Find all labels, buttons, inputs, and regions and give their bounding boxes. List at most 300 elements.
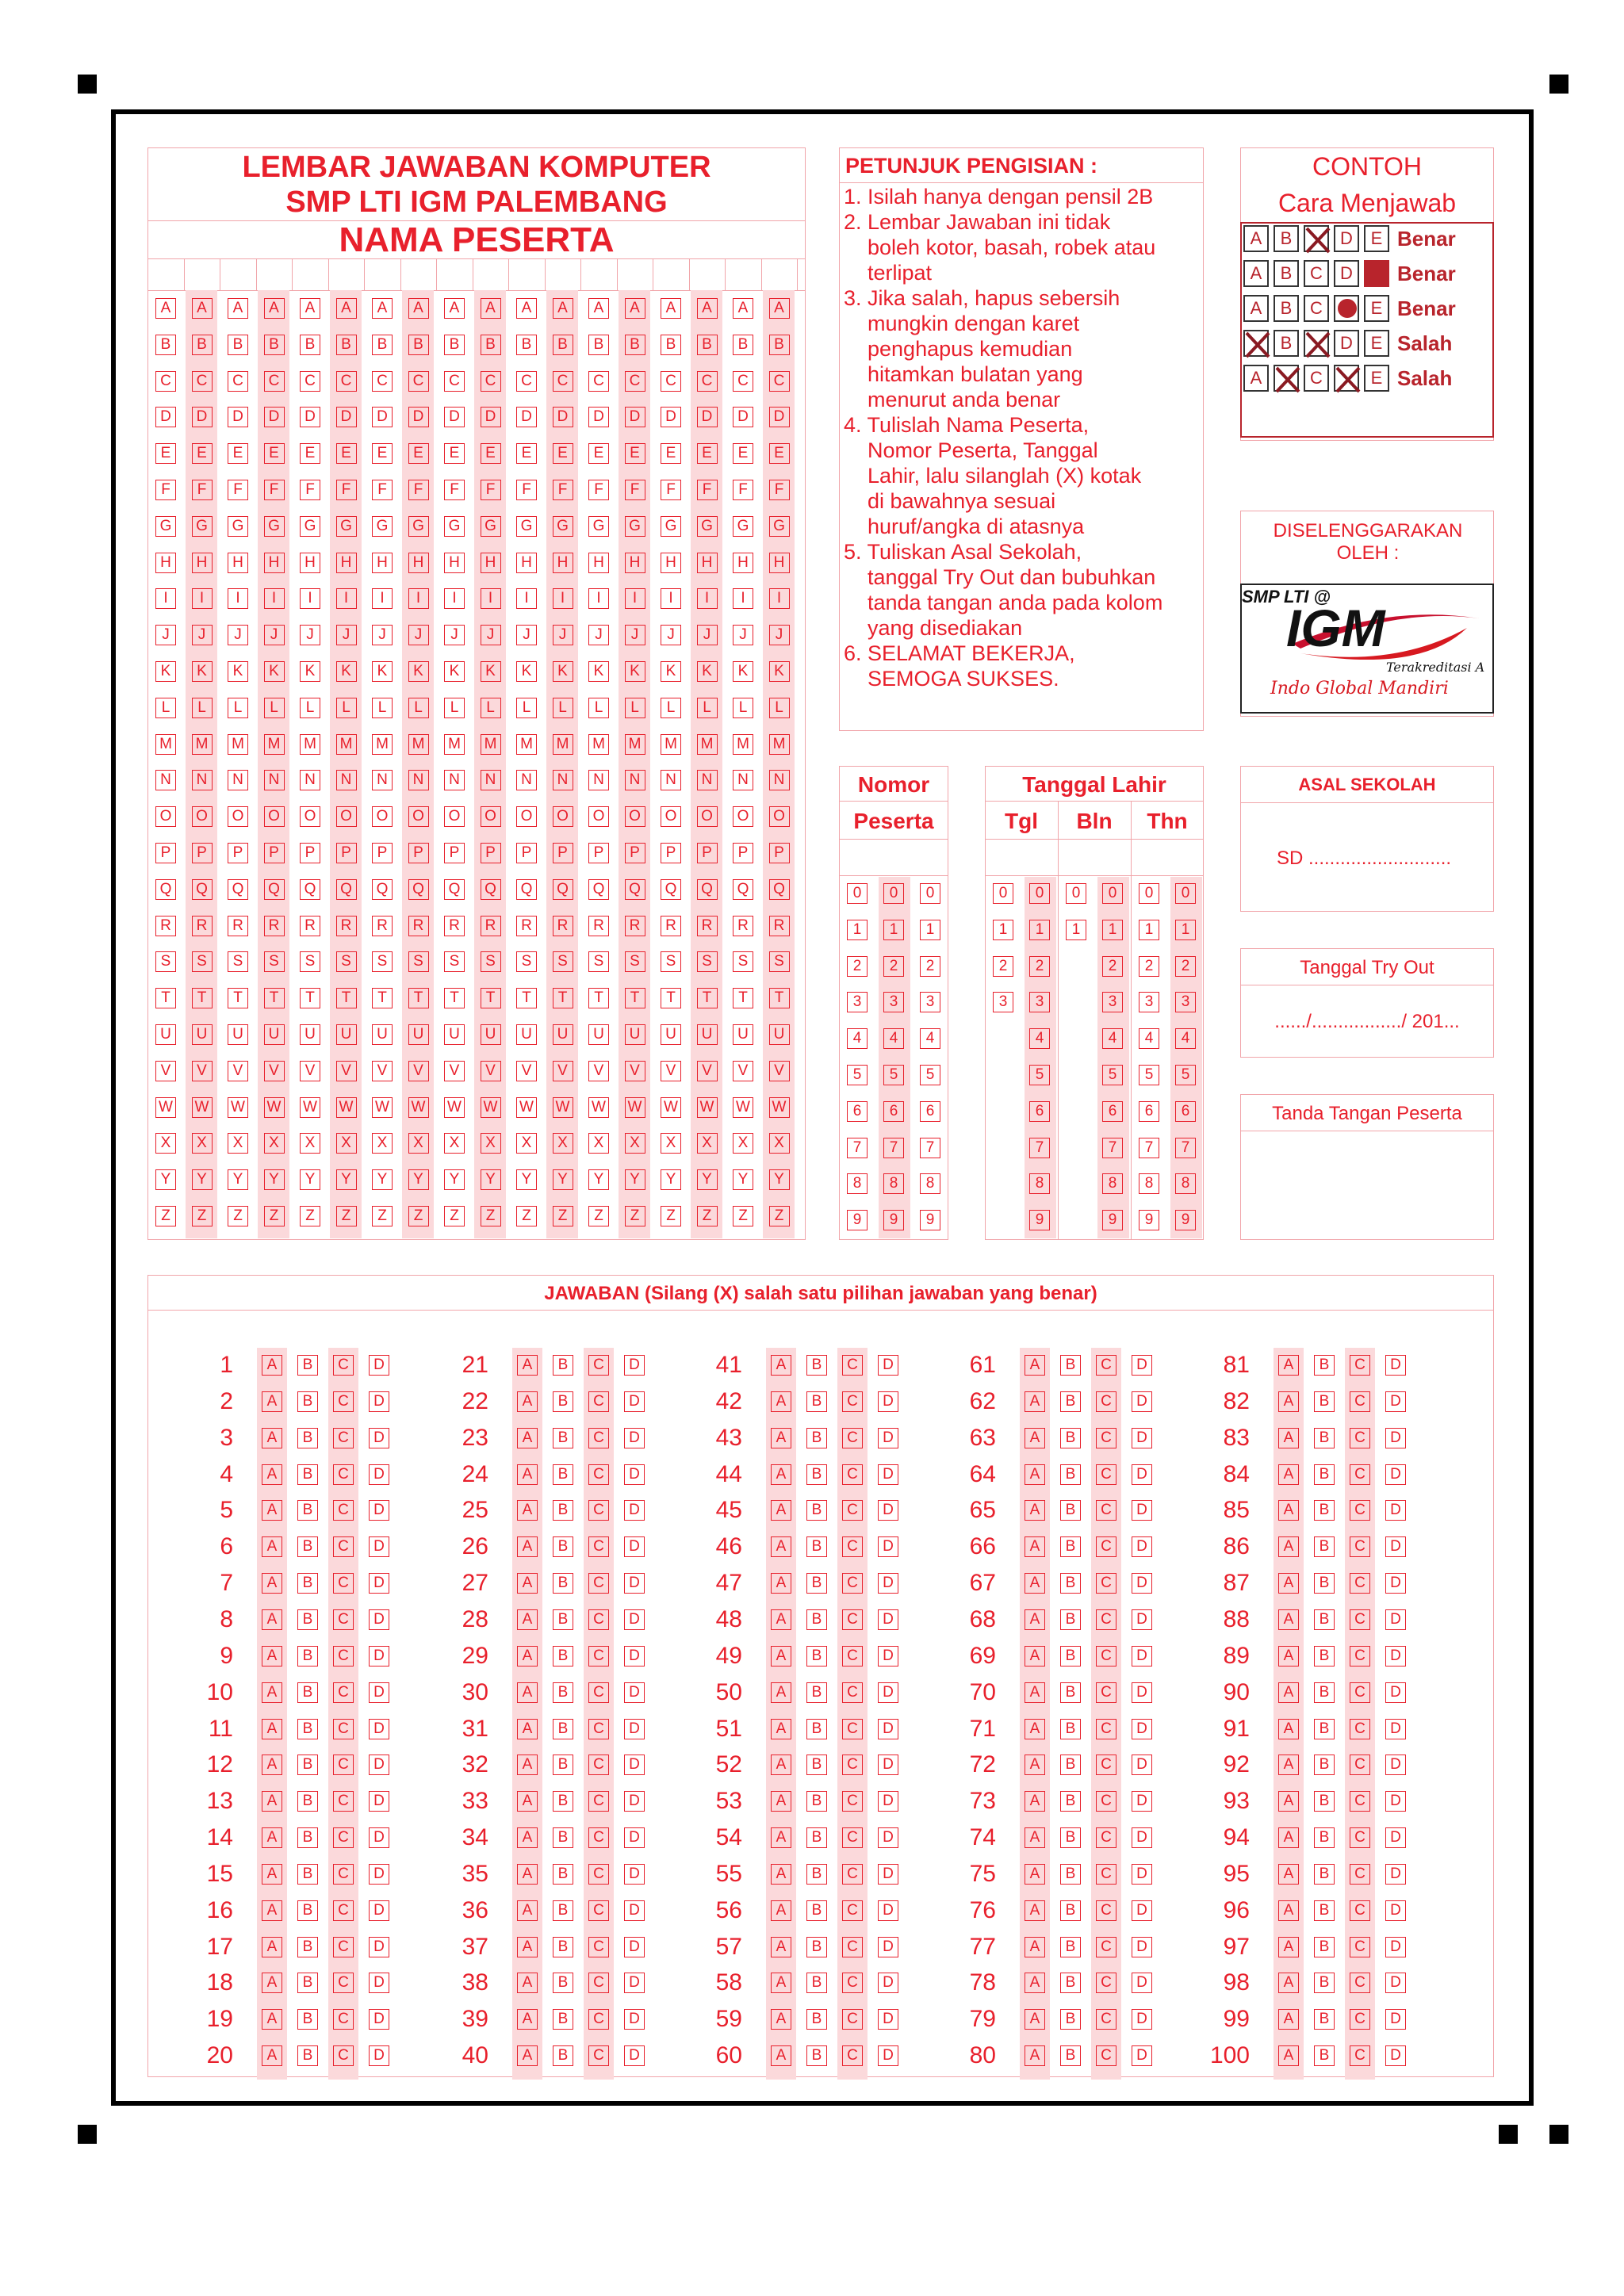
- name-bubble-c[interactable]: C: [625, 371, 645, 392]
- name-bubble-i[interactable]: I: [372, 588, 393, 609]
- answer-bubble-d[interactable]: D: [369, 1500, 389, 1521]
- name-bubble-x[interactable]: X: [697, 1133, 718, 1154]
- name-bubble-d[interactable]: D: [300, 407, 320, 427]
- answer-bubble-c[interactable]: C: [842, 1864, 863, 1885]
- name-bubble-z[interactable]: Z: [553, 1206, 573, 1226]
- answer-bubble-b[interactable]: B: [1060, 1609, 1081, 1630]
- name-bubble-j[interactable]: J: [733, 625, 753, 645]
- answer-bubble-a[interactable]: A: [771, 1391, 791, 1412]
- name-bubble-b[interactable]: B: [155, 335, 176, 355]
- answer-bubble-a[interactable]: A: [1025, 1900, 1045, 1921]
- name-bubble-e[interactable]: E: [155, 443, 176, 464]
- name-bubble-q[interactable]: Q: [481, 879, 501, 900]
- name-bubble-x[interactable]: X: [408, 1133, 429, 1154]
- name-bubble-a[interactable]: A: [264, 298, 285, 319]
- name-bubble-k[interactable]: K: [155, 661, 176, 682]
- answer-bubble-b[interactable]: B: [806, 1900, 827, 1921]
- answer-bubble-a[interactable]: A: [262, 1755, 282, 1775]
- birth-bubble-3[interactable]: 3: [1175, 992, 1196, 1012]
- name-bubble-z[interactable]: Z: [697, 1206, 718, 1226]
- answer-bubble-b[interactable]: B: [1060, 1827, 1081, 1848]
- name-bubble-n[interactable]: N: [300, 770, 320, 790]
- answer-bubble-c[interactable]: C: [333, 1609, 354, 1630]
- answer-bubble-d[interactable]: D: [1385, 1719, 1406, 1739]
- name-bubble-t[interactable]: T: [697, 988, 718, 1008]
- name-bubble-m[interactable]: M: [553, 734, 573, 755]
- name-bubble-f[interactable]: F: [192, 480, 213, 500]
- answer-bubble-c[interactable]: C: [1096, 1573, 1116, 1594]
- answer-bubble-a[interactable]: A: [1278, 1428, 1299, 1448]
- answer-bubble-b[interactable]: B: [297, 2045, 318, 2066]
- birth-bubble-9[interactable]: 9: [1029, 1210, 1050, 1230]
- name-bubble-b[interactable]: B: [336, 335, 357, 355]
- answer-bubble-c[interactable]: C: [1096, 1355, 1116, 1376]
- name-bubble-o[interactable]: O: [372, 806, 393, 827]
- name-bubble-b[interactable]: B: [444, 335, 465, 355]
- name-bubble-v[interactable]: V: [697, 1061, 718, 1081]
- answer-bubble-c[interactable]: C: [588, 1391, 609, 1412]
- answer-bubble-b[interactable]: B: [1060, 1500, 1081, 1521]
- name-bubble-l[interactable]: L: [481, 698, 501, 718]
- answer-bubble-d[interactable]: D: [369, 1355, 389, 1376]
- answer-bubble-c[interactable]: C: [842, 1355, 863, 1376]
- name-writein-cell[interactable]: [551, 258, 584, 290]
- answer-bubble-a[interactable]: A: [517, 2009, 538, 2030]
- answer-bubble-d[interactable]: D: [624, 1646, 645, 1667]
- answer-bubble-d[interactable]: D: [369, 1646, 389, 1667]
- nomor-bubble-3[interactable]: 3: [847, 992, 868, 1012]
- answer-bubble-b[interactable]: B: [806, 1864, 827, 1885]
- name-bubble-v[interactable]: V: [516, 1061, 537, 1081]
- name-bubble-o[interactable]: O: [733, 806, 753, 827]
- birth-bubble-5[interactable]: 5: [1102, 1065, 1123, 1085]
- answer-bubble-b[interactable]: B: [1060, 1791, 1081, 1812]
- name-bubble-u[interactable]: U: [444, 1024, 465, 1045]
- name-bubble-o[interactable]: O: [588, 806, 609, 827]
- name-bubble-e[interactable]: E: [661, 443, 681, 464]
- answer-bubble-b[interactable]: B: [806, 1391, 827, 1412]
- answer-bubble-b[interactable]: B: [1314, 1755, 1335, 1775]
- answer-bubble-b[interactable]: B: [806, 1428, 827, 1448]
- name-bubble-k[interactable]: K: [625, 661, 645, 682]
- answer-bubble-a[interactable]: A: [1025, 1464, 1045, 1485]
- answer-bubble-d[interactable]: D: [1132, 1536, 1152, 1557]
- answer-bubble-d[interactable]: D: [1132, 1719, 1152, 1739]
- answer-bubble-b[interactable]: B: [297, 1755, 318, 1775]
- answer-bubble-a[interactable]: A: [517, 1609, 538, 1630]
- answer-bubble-a[interactable]: A: [262, 2009, 282, 2030]
- birth-bubble-5[interactable]: 5: [1029, 1065, 1050, 1085]
- name-bubble-z[interactable]: Z: [336, 1206, 357, 1226]
- name-bubble-g[interactable]: G: [408, 516, 429, 537]
- name-bubble-d[interactable]: D: [588, 407, 609, 427]
- answer-bubble-a[interactable]: A: [1025, 1682, 1045, 1703]
- answer-bubble-b[interactable]: B: [553, 1973, 573, 1993]
- answer-bubble-c[interactable]: C: [333, 1973, 354, 1993]
- name-bubble-q[interactable]: Q: [228, 879, 248, 900]
- name-bubble-c[interactable]: C: [444, 371, 465, 392]
- answer-bubble-d[interactable]: D: [1385, 1609, 1406, 1630]
- name-bubble-w[interactable]: W: [733, 1097, 753, 1118]
- name-bubble-l[interactable]: L: [372, 698, 393, 718]
- name-writein-cell[interactable]: [768, 258, 801, 290]
- answer-bubble-d[interactable]: D: [1385, 1355, 1406, 1376]
- name-bubble-t[interactable]: T: [192, 988, 213, 1008]
- name-bubble-g[interactable]: G: [192, 516, 213, 537]
- answer-bubble-a[interactable]: A: [517, 1682, 538, 1703]
- name-bubble-i[interactable]: I: [697, 588, 718, 609]
- name-bubble-d[interactable]: D: [192, 407, 213, 427]
- answer-bubble-b[interactable]: B: [1060, 1464, 1081, 1485]
- birth-bubble-7[interactable]: 7: [1175, 1138, 1196, 1158]
- name-writein-cell[interactable]: [370, 258, 404, 290]
- nomor-bubble-9[interactable]: 9: [920, 1210, 940, 1230]
- name-bubble-w[interactable]: W: [372, 1097, 393, 1118]
- name-bubble-v[interactable]: V: [553, 1061, 573, 1081]
- name-bubble-b[interactable]: B: [697, 335, 718, 355]
- nomor-bubble-7[interactable]: 7: [883, 1138, 904, 1158]
- answer-bubble-a[interactable]: A: [1025, 1391, 1045, 1412]
- name-bubble-g[interactable]: G: [733, 516, 753, 537]
- name-bubble-a[interactable]: A: [481, 298, 501, 319]
- answer-bubble-b[interactable]: B: [806, 1536, 827, 1557]
- answer-bubble-a[interactable]: A: [1025, 1755, 1045, 1775]
- name-bubble-g[interactable]: G: [481, 516, 501, 537]
- name-bubble-b[interactable]: B: [769, 335, 790, 355]
- name-bubble-t[interactable]: T: [769, 988, 790, 1008]
- name-bubble-h[interactable]: H: [155, 553, 176, 573]
- name-bubble-a[interactable]: A: [769, 298, 790, 319]
- name-bubble-o[interactable]: O: [661, 806, 681, 827]
- answer-bubble-a[interactable]: A: [262, 1391, 282, 1412]
- answer-bubble-a[interactable]: A: [771, 1900, 791, 1921]
- name-bubble-m[interactable]: M: [769, 734, 790, 755]
- answer-bubble-b[interactable]: B: [806, 1719, 827, 1739]
- name-bubble-d[interactable]: D: [697, 407, 718, 427]
- name-bubble-n[interactable]: N: [588, 770, 609, 790]
- nomor-bubble-4[interactable]: 4: [847, 1028, 868, 1049]
- answer-bubble-c[interactable]: C: [588, 1464, 609, 1485]
- name-bubble-f[interactable]: F: [336, 480, 357, 500]
- answer-bubble-c[interactable]: C: [842, 1973, 863, 1993]
- answer-bubble-b[interactable]: B: [1060, 2009, 1081, 2030]
- answer-bubble-c[interactable]: C: [1096, 1391, 1116, 1412]
- answer-bubble-b[interactable]: B: [297, 1428, 318, 1448]
- answer-bubble-c[interactable]: C: [1096, 1827, 1116, 1848]
- answer-bubble-b[interactable]: B: [1314, 1536, 1335, 1557]
- name-bubble-p[interactable]: P: [588, 843, 609, 863]
- answer-bubble-d[interactable]: D: [1385, 1973, 1406, 1993]
- name-bubble-k[interactable]: K: [300, 661, 320, 682]
- answer-bubble-d[interactable]: D: [624, 1536, 645, 1557]
- answer-bubble-b[interactable]: B: [1314, 2009, 1335, 2030]
- name-bubble-h[interactable]: H: [228, 553, 248, 573]
- name-bubble-n[interactable]: N: [661, 770, 681, 790]
- name-bubble-d[interactable]: D: [372, 407, 393, 427]
- name-bubble-w[interactable]: W: [697, 1097, 718, 1118]
- name-bubble-l[interactable]: L: [697, 698, 718, 718]
- name-bubble-t[interactable]: T: [625, 988, 645, 1008]
- name-bubble-h[interactable]: H: [661, 553, 681, 573]
- answer-bubble-a[interactable]: A: [1278, 1864, 1299, 1885]
- answer-bubble-b[interactable]: B: [806, 1827, 827, 1848]
- birth-bubble-6[interactable]: 6: [1175, 1101, 1196, 1122]
- answer-bubble-d[interactable]: D: [1132, 2009, 1152, 2030]
- answer-bubble-d[interactable]: D: [369, 1719, 389, 1739]
- answer-bubble-d[interactable]: D: [624, 1827, 645, 1848]
- name-bubble-g[interactable]: G: [300, 516, 320, 537]
- answer-bubble-b[interactable]: B: [1314, 1719, 1335, 1739]
- name-bubble-c[interactable]: C: [155, 371, 176, 392]
- name-bubble-n[interactable]: N: [769, 770, 790, 790]
- name-bubble-t[interactable]: T: [372, 988, 393, 1008]
- name-bubble-c[interactable]: C: [516, 371, 537, 392]
- answer-bubble-c[interactable]: C: [1350, 1646, 1370, 1667]
- answer-bubble-b[interactable]: B: [553, 1937, 573, 1957]
- answer-bubble-c[interactable]: C: [333, 1827, 354, 1848]
- name-bubble-r[interactable]: R: [408, 916, 429, 936]
- answer-bubble-d[interactable]: D: [1132, 1973, 1152, 1993]
- name-bubble-i[interactable]: I: [155, 588, 176, 609]
- answer-bubble-d[interactable]: D: [878, 1536, 898, 1557]
- name-bubble-t[interactable]: T: [553, 988, 573, 1008]
- answer-bubble-b[interactable]: B: [806, 2009, 827, 2030]
- answer-bubble-a[interactable]: A: [517, 1791, 538, 1812]
- name-bubble-e[interactable]: E: [553, 443, 573, 464]
- answer-bubble-c[interactable]: C: [333, 1937, 354, 1957]
- name-bubble-z[interactable]: Z: [444, 1206, 465, 1226]
- name-bubble-i[interactable]: I: [444, 588, 465, 609]
- answer-bubble-a[interactable]: A: [771, 1609, 791, 1630]
- answer-bubble-a[interactable]: A: [771, 1791, 791, 1812]
- answer-bubble-b[interactable]: B: [1060, 1646, 1081, 1667]
- name-bubble-j[interactable]: J: [300, 625, 320, 645]
- answer-bubble-d[interactable]: D: [624, 1937, 645, 1957]
- answer-bubble-a[interactable]: A: [517, 1391, 538, 1412]
- name-bubble-p[interactable]: P: [408, 843, 429, 863]
- answer-bubble-b[interactable]: B: [297, 1791, 318, 1812]
- name-bubble-j[interactable]: J: [336, 625, 357, 645]
- answer-bubble-d[interactable]: D: [878, 1937, 898, 1957]
- name-bubble-k[interactable]: K: [408, 661, 429, 682]
- name-bubble-p[interactable]: P: [625, 843, 645, 863]
- name-bubble-w[interactable]: W: [336, 1097, 357, 1118]
- name-bubble-k[interactable]: K: [661, 661, 681, 682]
- answer-bubble-b[interactable]: B: [1060, 1682, 1081, 1703]
- answer-bubble-d[interactable]: D: [1132, 1500, 1152, 1521]
- birth-bubble-3[interactable]: 3: [1139, 992, 1159, 1012]
- answer-bubble-b[interactable]: B: [553, 1573, 573, 1594]
- name-bubble-g[interactable]: G: [625, 516, 645, 537]
- answer-bubble-d[interactable]: D: [369, 2009, 389, 2030]
- answer-bubble-a[interactable]: A: [771, 1646, 791, 1667]
- answer-bubble-d[interactable]: D: [1385, 2045, 1406, 2066]
- answer-bubble-d[interactable]: D: [1132, 1937, 1152, 1957]
- name-bubble-p[interactable]: P: [481, 843, 501, 863]
- answer-bubble-d[interactable]: D: [369, 1391, 389, 1412]
- answer-bubble-b[interactable]: B: [1314, 1937, 1335, 1957]
- name-bubble-w[interactable]: W: [300, 1097, 320, 1118]
- answer-bubble-a[interactable]: A: [1025, 1646, 1045, 1667]
- name-bubble-w[interactable]: W: [264, 1097, 285, 1118]
- name-bubble-k[interactable]: K: [372, 661, 393, 682]
- name-bubble-s[interactable]: S: [155, 951, 176, 972]
- name-bubble-g[interactable]: G: [444, 516, 465, 537]
- name-bubble-i[interactable]: I: [264, 588, 285, 609]
- answer-bubble-b[interactable]: B: [553, 1536, 573, 1557]
- name-bubble-b[interactable]: B: [192, 335, 213, 355]
- name-bubble-s[interactable]: S: [228, 951, 248, 972]
- name-bubble-u[interactable]: U: [733, 1024, 753, 1045]
- name-bubble-i[interactable]: I: [769, 588, 790, 609]
- name-bubble-z[interactable]: Z: [769, 1206, 790, 1226]
- answer-bubble-c[interactable]: C: [1096, 1755, 1116, 1775]
- name-bubble-u[interactable]: U: [625, 1024, 645, 1045]
- name-bubble-n[interactable]: N: [192, 770, 213, 790]
- nomor-writein-cell[interactable]: [915, 840, 947, 874]
- name-bubble-m[interactable]: M: [372, 734, 393, 755]
- name-bubble-w[interactable]: W: [553, 1097, 573, 1118]
- name-bubble-y[interactable]: Y: [516, 1169, 537, 1190]
- name-bubble-k[interactable]: K: [336, 661, 357, 682]
- name-bubble-k[interactable]: K: [481, 661, 501, 682]
- name-bubble-u[interactable]: U: [516, 1024, 537, 1045]
- name-bubble-j[interactable]: J: [588, 625, 609, 645]
- name-bubble-a[interactable]: A: [372, 298, 393, 319]
- answer-bubble-c[interactable]: C: [588, 1900, 609, 1921]
- name-bubble-h[interactable]: H: [588, 553, 609, 573]
- name-bubble-y[interactable]: Y: [769, 1169, 790, 1190]
- name-bubble-m[interactable]: M: [192, 734, 213, 755]
- name-bubble-h[interactable]: H: [769, 553, 790, 573]
- answer-bubble-d[interactable]: D: [1385, 1900, 1406, 1921]
- name-bubble-a[interactable]: A: [733, 298, 753, 319]
- name-bubble-i[interactable]: I: [408, 588, 429, 609]
- answer-bubble-b[interactable]: B: [1314, 1391, 1335, 1412]
- answer-bubble-b[interactable]: B: [297, 1464, 318, 1485]
- answer-bubble-c[interactable]: C: [1350, 1827, 1370, 1848]
- name-bubble-v[interactable]: V: [372, 1061, 393, 1081]
- name-bubble-c[interactable]: C: [336, 371, 357, 392]
- name-bubble-p[interactable]: P: [553, 843, 573, 863]
- tryout-date-field[interactable]: ....../................./ 201...: [1274, 1011, 1460, 1032]
- name-bubble-a[interactable]: A: [336, 298, 357, 319]
- answer-bubble-d[interactable]: D: [1385, 1937, 1406, 1957]
- name-bubble-y[interactable]: Y: [336, 1169, 357, 1190]
- name-bubble-n[interactable]: N: [481, 770, 501, 790]
- answer-bubble-a[interactable]: A: [517, 1573, 538, 1594]
- name-writein-cell[interactable]: [226, 258, 259, 290]
- answer-bubble-c[interactable]: C: [1096, 1864, 1116, 1885]
- answer-bubble-c[interactable]: C: [588, 1355, 609, 1376]
- birth-bubble-3[interactable]: 3: [1102, 992, 1123, 1012]
- answer-bubble-c[interactable]: C: [1096, 1536, 1116, 1557]
- birth-bubble-6[interactable]: 6: [1139, 1101, 1159, 1122]
- answer-bubble-d[interactable]: D: [878, 1500, 898, 1521]
- name-bubble-z[interactable]: Z: [625, 1206, 645, 1226]
- name-bubble-u[interactable]: U: [336, 1024, 357, 1045]
- answer-bubble-c[interactable]: C: [333, 1428, 354, 1448]
- answer-bubble-b[interactable]: B: [297, 1355, 318, 1376]
- name-bubble-u[interactable]: U: [264, 1024, 285, 1045]
- answer-bubble-d[interactable]: D: [369, 1973, 389, 1993]
- name-bubble-f[interactable]: F: [553, 480, 573, 500]
- answer-bubble-a[interactable]: A: [517, 1428, 538, 1448]
- name-bubble-j[interactable]: J: [408, 625, 429, 645]
- answer-bubble-c[interactable]: C: [588, 1500, 609, 1521]
- name-bubble-l[interactable]: L: [661, 698, 681, 718]
- name-bubble-l[interactable]: L: [264, 698, 285, 718]
- name-bubble-s[interactable]: S: [625, 951, 645, 972]
- answer-bubble-b[interactable]: B: [806, 1937, 827, 1957]
- name-bubble-k[interactable]: K: [444, 661, 465, 682]
- answer-bubble-d[interactable]: D: [1132, 1609, 1152, 1630]
- answer-bubble-b[interactable]: B: [297, 2009, 318, 2030]
- birth-writein-cell[interactable]: [1061, 840, 1093, 874]
- answer-bubble-b[interactable]: B: [1314, 1791, 1335, 1812]
- name-bubble-k[interactable]: K: [733, 661, 753, 682]
- answer-bubble-d[interactable]: D: [624, 1464, 645, 1485]
- nomor-writein-cell[interactable]: [842, 840, 874, 874]
- name-bubble-i[interactable]: I: [516, 588, 537, 609]
- name-bubble-e[interactable]: E: [733, 443, 753, 464]
- name-bubble-y[interactable]: Y: [733, 1169, 753, 1190]
- answer-bubble-b[interactable]: B: [553, 1500, 573, 1521]
- name-bubble-j[interactable]: J: [553, 625, 573, 645]
- name-bubble-d[interactable]: D: [481, 407, 501, 427]
- name-bubble-t[interactable]: T: [661, 988, 681, 1008]
- answer-bubble-b[interactable]: B: [1314, 1573, 1335, 1594]
- name-bubble-r[interactable]: R: [155, 916, 176, 936]
- name-bubble-e[interactable]: E: [769, 443, 790, 464]
- answer-bubble-b[interactable]: B: [297, 1827, 318, 1848]
- name-bubble-v[interactable]: V: [408, 1061, 429, 1081]
- name-bubble-x[interactable]: X: [264, 1133, 285, 1154]
- answer-bubble-a[interactable]: A: [517, 1900, 538, 1921]
- name-bubble-p[interactable]: P: [372, 843, 393, 863]
- answer-bubble-c[interactable]: C: [333, 1500, 354, 1521]
- name-bubble-j[interactable]: J: [769, 625, 790, 645]
- answer-bubble-c[interactable]: C: [842, 1755, 863, 1775]
- name-bubble-j[interactable]: J: [481, 625, 501, 645]
- name-bubble-k[interactable]: K: [516, 661, 537, 682]
- name-bubble-o[interactable]: O: [336, 806, 357, 827]
- name-bubble-g[interactable]: G: [336, 516, 357, 537]
- name-bubble-b[interactable]: B: [733, 335, 753, 355]
- name-bubble-d[interactable]: D: [733, 407, 753, 427]
- name-bubble-a[interactable]: A: [697, 298, 718, 319]
- nomor-bubble-6[interactable]: 6: [920, 1101, 940, 1122]
- answer-bubble-b[interactable]: B: [297, 1646, 318, 1667]
- name-bubble-b[interactable]: B: [264, 335, 285, 355]
- answer-bubble-d[interactable]: D: [878, 1355, 898, 1376]
- answer-bubble-d[interactable]: D: [624, 1355, 645, 1376]
- name-bubble-j[interactable]: J: [697, 625, 718, 645]
- name-bubble-x[interactable]: X: [625, 1133, 645, 1154]
- answer-bubble-a[interactable]: A: [262, 1719, 282, 1739]
- name-bubble-h[interactable]: H: [444, 553, 465, 573]
- answer-bubble-a[interactable]: A: [771, 2045, 791, 2066]
- answer-bubble-d[interactable]: D: [1132, 1791, 1152, 1812]
- answer-bubble-a[interactable]: A: [1278, 1500, 1299, 1521]
- answer-bubble-c[interactable]: C: [588, 2009, 609, 2030]
- name-bubble-p[interactable]: P: [697, 843, 718, 863]
- answer-bubble-a[interactable]: A: [771, 1573, 791, 1594]
- name-bubble-s[interactable]: S: [697, 951, 718, 972]
- answer-bubble-c[interactable]: C: [588, 1791, 609, 1812]
- name-bubble-l[interactable]: L: [155, 698, 176, 718]
- answer-bubble-a[interactable]: A: [771, 1937, 791, 1957]
